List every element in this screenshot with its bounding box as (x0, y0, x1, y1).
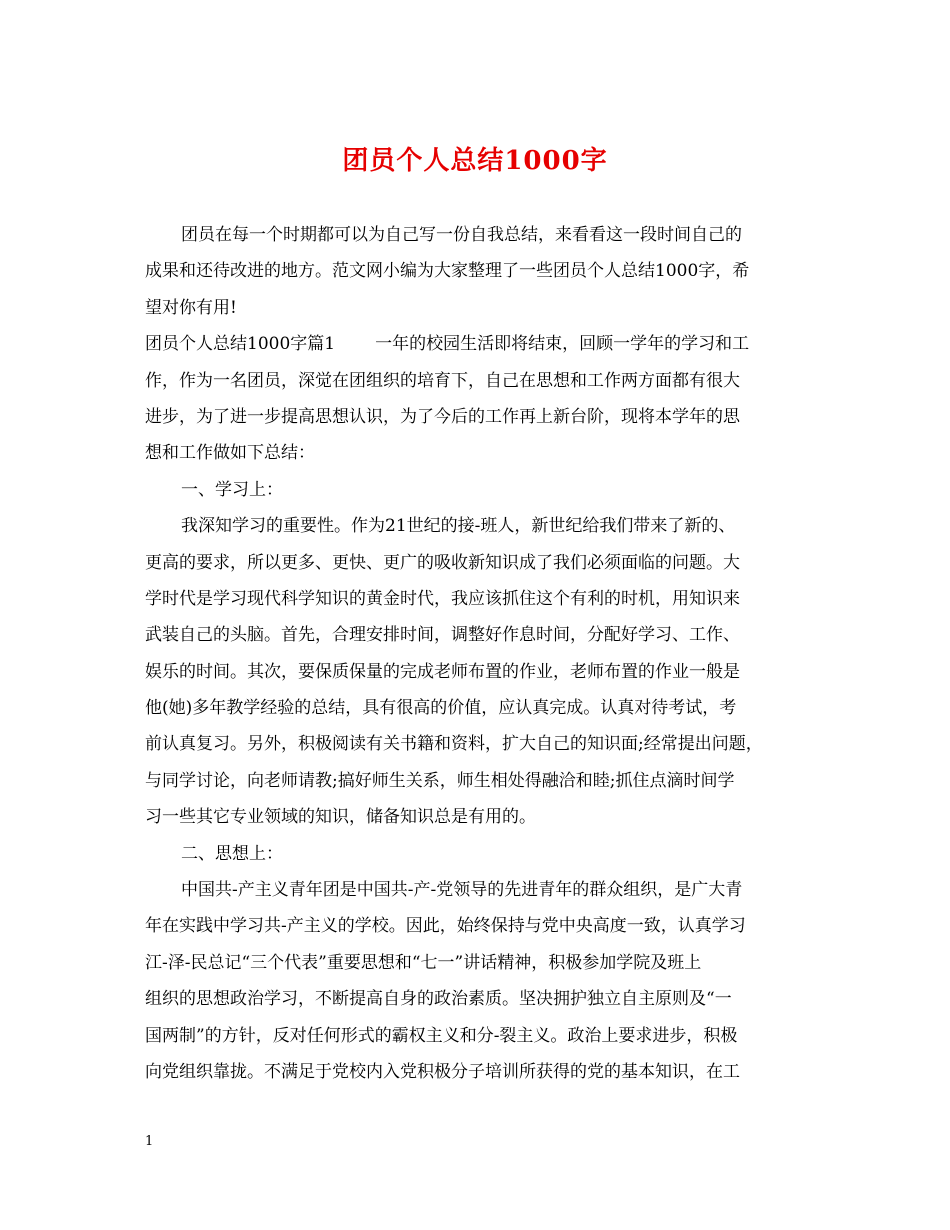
paragraph-line: 成果和还待改进的地方。范文网小编为大家整理了一些团员个人总结1000字，希 (145, 261, 750, 282)
paragraph-line: 江-泽-民总记“三个代表”重要思想和“七一”讲话精神，积极参加学院及班上 (145, 952, 702, 973)
paragraph-line: 国两制”的方针，反对任何形式的霸权主义和分-裂主义。政治上要求进步，积极 (145, 1025, 738, 1046)
section-line (145, 326, 805, 362)
paragraph-line: 作，作为一名团员，深觉在团组织的培育下，自己在思想和工作两方面都有很大 (145, 370, 740, 391)
paragraph-line: 望对你有用! (145, 297, 237, 318)
paragraph-line: 娱乐的时间。其次，要保质保量的完成老师布置的作业，老师布置的作业一般是 (145, 661, 740, 682)
paragraph-line: 与同学讨论，向老师请教;搞好师生关系，师生相处得融洽和睦;抓住点滴时间学 (145, 770, 735, 791)
paragraph-line: 向党组织靠拢。不满足于党校内入党积极分子培训所获得的党的基本知识，在工 (145, 1061, 740, 1082)
paragraph-line: 进步，为了进一步提高思想认识，为了今后的工作再上新台阶，现将本学年的思 (145, 406, 740, 427)
section-heading: 团员个人总结1000字篇1 (145, 334, 336, 355)
paragraph-line: 更高的要求，所以更多、更快、更广的吸收新知识成了我们必须面临的问题。大 (145, 552, 740, 573)
paragraph-line: 想和工作做如下总结： (145, 443, 315, 464)
paragraph-text: 一年的校园生活即将结束，回顾一学年的学习和工 (375, 334, 750, 355)
paragraph-line: 中国共-产主义青年团是中国共-产-党领导的先进青年的群众组织，是广大青 (181, 880, 743, 901)
paragraph-line: 组织的思想政治学习，不断提高自身的政治素质。坚决拥护独立自主原则及“一 (145, 989, 732, 1010)
paragraph-line: 年在实践中学习共-产主义的学校。因此，始终保持与党中央高度一致，认真学习 (145, 916, 746, 937)
paragraph-line: 习一些其它专业领域的知识，储备知识总是有用的。 (145, 807, 536, 828)
paragraph-line: 他(她)多年教学经验的总结，具有很高的价值，应认真完成。认真对待考试，考 (145, 698, 737, 719)
paragraph-line: 团员在每一个时期都可以为自己写一份自我总结，来看看这一段时间自己的 (181, 225, 742, 245)
subheading: 一、学习上： (181, 479, 283, 500)
paragraph-line: 学时代是学习现代科学知识的黄金时代，我应该抓住这个有利的时机，用知识来 (145, 588, 740, 609)
paragraph-line: 武装自己的头脑。首先，合理安排时间，调整好作息时间，分配好学习、工作、 (145, 625, 740, 646)
subheading: 二、思想上： (181, 843, 283, 864)
document-body (145, 217, 805, 1090)
page-number: 1 (145, 1134, 154, 1149)
paragraph-line: 前认真复习。另外，积极阅读有关书籍和资料，扩大自己的知识面;经常提出问题， (145, 734, 763, 755)
document-title: 团员个人总结1000字 (342, 146, 608, 176)
paragraph-line: 我深知学习的重要性。作为21世纪的接-班人，新世纪给我们带来了新的、 (181, 516, 736, 537)
